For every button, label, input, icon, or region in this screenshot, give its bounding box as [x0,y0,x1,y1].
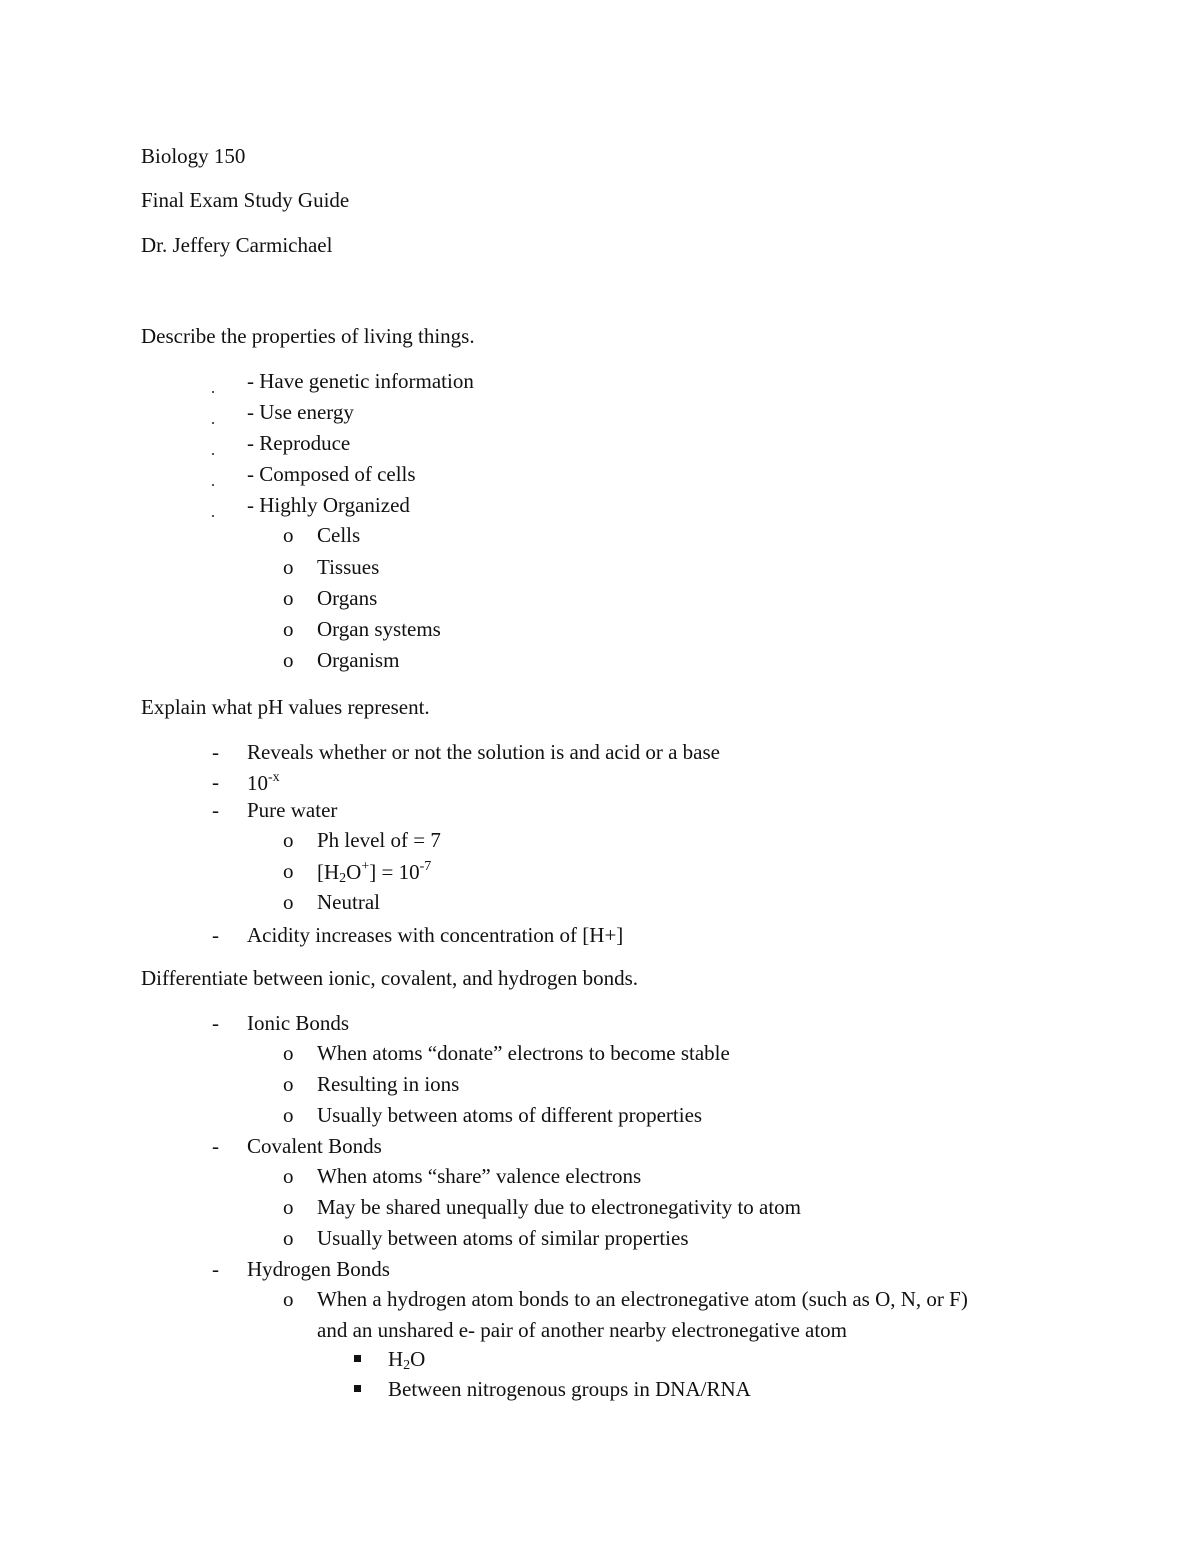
sub-list-item: When atoms “share” valence electrons [317,1164,642,1188]
bullet-dot [212,515,214,517]
circle-bullet: o [283,555,294,579]
circle-bullet: o [283,1041,294,1065]
water-subscript: 2 [403,1358,411,1373]
bullet-dot [212,453,214,455]
water-hydrogen: H [388,1347,404,1371]
dash-bullet: - [212,740,219,764]
question-living-things: Describe the properties of living things. [141,324,475,348]
hydronium-subscript: 2 [339,871,347,886]
circle-bullet: o [283,1287,294,1311]
sub-sub-list-item-water [388,1347,425,1375]
dash-bullet: - [212,1134,219,1158]
list-item-hydrogen: Hydrogen Bonds [247,1257,390,1281]
list-item: - Highly Organized [247,493,410,517]
sub-list-item: Resulting in ions [317,1072,460,1096]
water-oxygen: O [410,1347,426,1371]
circle-bullet: o [283,859,294,883]
sub-list-item: Usually between atoms of different properties [317,1103,703,1127]
hydronium-oxygen: O [346,860,362,884]
list-item: - Reproduce [247,431,351,455]
sub-list-item-continued: and an unshared e- pair of another nearby electronegative atom [317,1318,848,1342]
square-bullet [354,1355,361,1362]
circle-bullet: o [283,1103,294,1127]
hydronium-charge: + [361,859,370,874]
list-item-covalent: Covalent Bonds [247,1134,382,1158]
circle-bullet: o [283,523,294,547]
list-item-ionic: Ionic Bonds [247,1011,350,1035]
sub-list-item-hydronium [317,859,431,888]
hydronium-value: ] = 10 [369,860,420,884]
circle-bullet: o [283,586,294,610]
sub-list-item: Neutral [317,890,380,914]
question-bonds: Differentiate between ionic, covalent, and hydrogen bonds. [141,966,639,990]
hydronium-exponent: -7 [419,859,432,874]
list-item: Reveals whether or not the solution is and acid or a base [247,740,720,764]
square-bullet [354,1385,361,1392]
hydronium-open: [H [317,860,340,884]
list-item: - Composed of cells [247,462,416,486]
dash-bullet: - [212,1011,219,1035]
list-item: - Have genetic information [247,369,474,393]
circle-bullet: o [283,828,294,852]
circle-bullet: o [283,1226,294,1250]
circle-bullet: o [283,1195,294,1219]
sub-list-item: Organs [317,586,378,610]
bullet-dot [212,422,214,424]
course-title: Biology 150 [141,144,246,168]
ph-exponent: -x [268,770,280,785]
circle-bullet: o [283,890,294,914]
circle-bullet: o [283,648,294,672]
dash-bullet: - [212,1257,219,1281]
sub-list-item: Organism [317,648,400,672]
circle-bullet: o [283,617,294,641]
list-item-ph-formula [247,770,280,796]
ph-base: 10 [247,771,268,795]
sub-list-item: Organ systems [317,617,441,641]
sub-list-item: Cells [317,523,361,547]
dash-bullet: - [212,770,219,794]
list-item: Pure water [247,798,338,822]
document-title: Final Exam Study Guide [141,188,350,212]
sub-list-item: Tissues [317,555,380,579]
dash-bullet: - [212,798,219,822]
circle-bullet: o [283,1164,294,1188]
circle-bullet: o [283,1072,294,1096]
sub-list-item: When atoms “donate” electrons to become stable [317,1041,730,1065]
bullet-dot [212,391,214,393]
sub-list-item: May be shared unequally due to electronegativity to atom [317,1195,802,1219]
sub-sub-list-item: Between nitrogenous groups in DNA/RNA [388,1377,751,1401]
question-ph-values: Explain what pH values represent. [141,695,430,719]
sub-list-item: Ph level of = 7 [317,828,441,852]
bullet-dot [212,484,214,486]
list-item: Acidity increases with concentration of [H+] [247,923,624,947]
sub-list-item: When a hydrogen atom bonds to an electronegative atom (such as O, N, or F) [317,1287,968,1311]
instructor-name: Dr. Jeffery Carmichael [141,233,333,257]
list-item: - Use energy [247,400,354,424]
sub-list-item: Usually between atoms of similar properties [317,1226,689,1250]
dash-bullet: - [212,923,219,947]
